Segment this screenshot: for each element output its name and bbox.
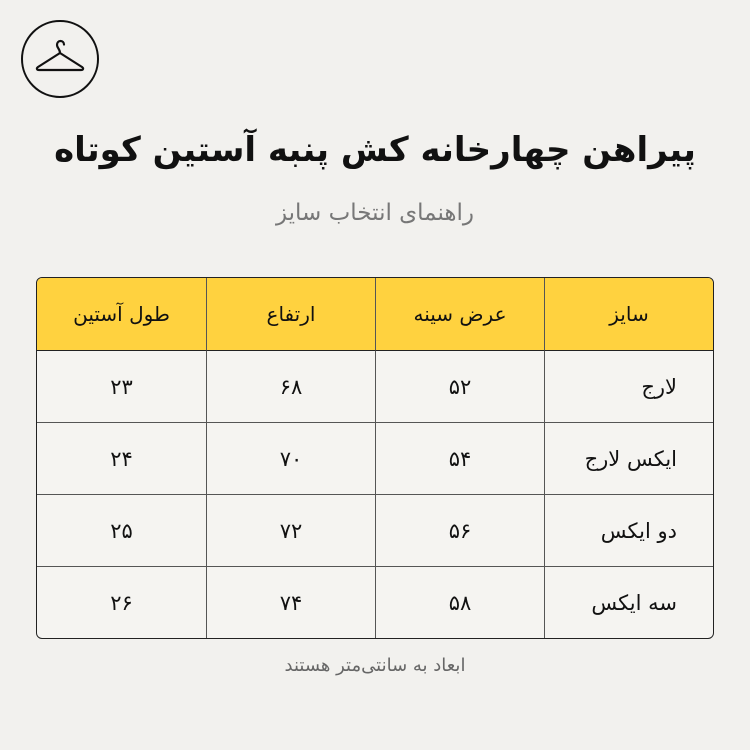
table-row bbox=[37, 495, 713, 567]
page-subtitle: راهنمای انتخاب سایز bbox=[275, 200, 475, 226]
cell-sleeve-length: ۲۳ bbox=[37, 351, 206, 423]
page-title: پیراهن چهارخانه کش پنبه آستین کوتاه bbox=[54, 130, 696, 170]
units-note: ابعاد به سانتی‌متر هستند bbox=[284, 655, 466, 676]
cell-size: دو ایکس bbox=[544, 495, 713, 567]
column-header-height: ارتفاع bbox=[206, 278, 375, 351]
cell-chest-width: ۵۶ bbox=[375, 495, 544, 567]
cell-height: ۶۸ bbox=[206, 351, 375, 423]
cell-sleeve-length: ۲۵ bbox=[37, 495, 206, 567]
table-row bbox=[37, 423, 713, 495]
cell-size: ایکس لارج bbox=[544, 423, 713, 495]
cell-height: ۷۴ bbox=[206, 567, 375, 638]
size-table bbox=[36, 277, 714, 639]
cell-height: ۷۲ bbox=[206, 495, 375, 567]
cell-height: ۷۰ bbox=[206, 423, 375, 495]
hanger-icon bbox=[34, 39, 86, 79]
cell-chest-width: ۵۲ bbox=[375, 351, 544, 423]
cell-sleeve-length: ۲۶ bbox=[110, 590, 133, 615]
cell-chest-width: ۵۸ bbox=[375, 567, 544, 638]
cell-size: سه ایکس bbox=[544, 567, 713, 638]
table-row bbox=[37, 351, 713, 423]
cell-sleeve-length: ۲۴ bbox=[37, 423, 206, 495]
cell-chest-width: ۵۴ bbox=[375, 423, 544, 495]
column-header-sleeve-length: طول آستین bbox=[37, 278, 206, 351]
brand-logo bbox=[21, 20, 99, 98]
column-header-size: سایز bbox=[544, 278, 713, 351]
table-row bbox=[37, 567, 713, 638]
column-header-chest-width: عرض سینه bbox=[375, 278, 544, 351]
table-header-row bbox=[37, 278, 713, 351]
cell-size: لارج bbox=[544, 351, 713, 423]
